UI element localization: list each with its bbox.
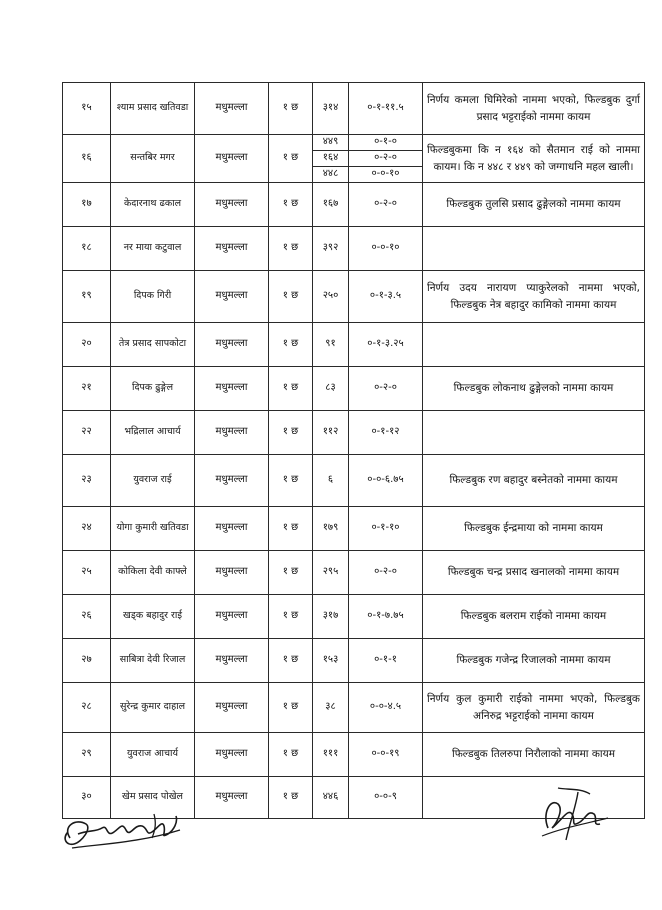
owner-name-cell: दिपक गिरी: [111, 271, 195, 323]
owner-name-cell: खेम प्रसाद पोखेल: [111, 777, 195, 819]
serial-number-cell: १५: [63, 83, 111, 135]
ward-cell: १ छ: [269, 411, 313, 455]
table-row: [63, 83, 645, 135]
serial-number-cell: ३०: [63, 777, 111, 819]
remark-cell: [423, 411, 645, 455]
kitta-number-cell: २९५: [313, 551, 349, 595]
place-cell: मधुमल्ला: [195, 271, 269, 323]
serial-number-cell: १६: [63, 135, 111, 183]
ward-cell: १ छ: [269, 367, 313, 411]
place-cell: मधुमल्ला: [195, 367, 269, 411]
remark-cell: निर्णय कमला घिमिरेको नाममा भएको, फिल्डबुक दुर्गा प्रसाद भट्टराईको नाममा कायम: [423, 83, 645, 135]
remark-cell: [423, 227, 645, 271]
kitta-number-cell: ९१: [313, 323, 349, 367]
kitta-number-cell: १७९: [313, 507, 349, 551]
ward-cell: १ छ: [269, 271, 313, 323]
ward-cell: १ छ: [269, 135, 313, 183]
area-cell: ०-२-०: [349, 551, 423, 595]
owner-name-cell: भद्रिलाल आचार्य: [111, 411, 195, 455]
table-row: [63, 507, 645, 551]
remark-cell: फिल्डबुक बलराम राईको नाममा कायम: [423, 595, 645, 639]
area-cell: ०-२-०: [349, 183, 423, 227]
kitta-number-cell: १५३: [313, 639, 349, 683]
ward-cell: १ छ: [269, 83, 313, 135]
table-row: [63, 227, 645, 271]
owner-name-cell: सुरेन्द्र कुमार दाहाल: [111, 683, 195, 733]
remark-cell: फिल्डबुक चन्द्र प्रसाद खनालको नाममा कायम: [423, 551, 645, 595]
owner-name-cell: योगा कुमारी खतिवडा: [111, 507, 195, 551]
owner-name-cell: तेत्र प्रसाद सापकोटा: [111, 323, 195, 367]
signature-right: [528, 784, 618, 846]
place-cell: मधुमल्ला: [195, 683, 269, 733]
area-cell: ०-०-१०: [349, 227, 423, 271]
place-cell: मधुमल्ला: [195, 777, 269, 819]
serial-number-cell: २७: [63, 639, 111, 683]
place-cell: मधुमल्ला: [195, 507, 269, 551]
table-row: [63, 411, 645, 455]
serial-number-cell: २९: [63, 733, 111, 777]
kitta-number-cell: ४४९: [313, 135, 349, 151]
area-cell: ०-१-७.७५: [349, 595, 423, 639]
place-cell: मधुमल्ला: [195, 227, 269, 271]
serial-number-cell: २६: [63, 595, 111, 639]
kitta-number-cell: १११: [313, 733, 349, 777]
land-record-table: [62, 82, 645, 819]
area-cell: ०-१-०: [349, 135, 423, 151]
kitta-number-cell: ३८: [313, 683, 349, 733]
area-cell: ०-०-१९: [349, 733, 423, 777]
kitta-number-cell: १६४: [313, 151, 349, 167]
table-body: [63, 83, 645, 819]
place-cell: मधुमल्ला: [195, 595, 269, 639]
kitta-number-cell: ८३: [313, 367, 349, 411]
owner-name-cell: दिपक ढुङ्गेल: [111, 367, 195, 411]
serial-number-cell: १७: [63, 183, 111, 227]
table-row: [63, 595, 645, 639]
serial-number-cell: १८: [63, 227, 111, 271]
area-cell: ०-१-१: [349, 639, 423, 683]
place-cell: मधुमल्ला: [195, 83, 269, 135]
remark-cell: [423, 323, 645, 367]
kitta-number-cell: ४४६: [313, 777, 349, 819]
ward-cell: १ छ: [269, 183, 313, 227]
area-cell: ०-२-०: [349, 367, 423, 411]
area-cell: ०-०-९: [349, 777, 423, 819]
remark-cell: फिल्डबुकमा कि न १६४ को सैतमान राई को नाममा कायम। कि न ४४८ र ४४९ को जग्गाधनि महल खाली।: [423, 135, 645, 183]
place-cell: मधुमल्ला: [195, 135, 269, 183]
owner-name-cell: युवराज राई: [111, 455, 195, 507]
table-row: [63, 455, 645, 507]
place-cell: मधुमल्ला: [195, 411, 269, 455]
remark-cell: फिल्डबुक ईन्द्रमाया को नाममा कायम: [423, 507, 645, 551]
kitta-number-cell: ३१७: [313, 595, 349, 639]
remark-cell: फिल्डबुक तुलसि प्रसाद ढुङ्गेलको नाममा कायम: [423, 183, 645, 227]
table-row: [63, 183, 645, 227]
kitta-number-cell: ११२: [313, 411, 349, 455]
ward-cell: १ छ: [269, 227, 313, 271]
remark-cell: फिल्डबुक गजेन्द्र रिजालको नाममा कायम: [423, 639, 645, 683]
area-cell: ०-१-११.५: [349, 83, 423, 135]
ward-cell: १ छ: [269, 683, 313, 733]
place-cell: मधुमल्ला: [195, 183, 269, 227]
serial-number-cell: २०: [63, 323, 111, 367]
area-cell: ०-१-३.५: [349, 271, 423, 323]
area-cell: ०-०-६.७५: [349, 455, 423, 507]
ward-cell: १ छ: [269, 595, 313, 639]
place-cell: मधुमल्ला: [195, 551, 269, 595]
serial-number-cell: २२: [63, 411, 111, 455]
place-cell: मधुमल्ला: [195, 323, 269, 367]
area-cell: ०-०-४.५: [349, 683, 423, 733]
owner-name-cell: कोकिला देवी काफ्ले: [111, 551, 195, 595]
kitta-number-cell: ६: [313, 455, 349, 507]
remark-cell: फिल्डबुक लोकनाथ ढुङ्गेलको नाममा कायम: [423, 367, 645, 411]
area-cell: ०-१-१०: [349, 507, 423, 551]
table-row: [63, 639, 645, 683]
table-row: [63, 367, 645, 411]
table-row: [63, 323, 645, 367]
serial-number-cell: २५: [63, 551, 111, 595]
table-row: [63, 271, 645, 323]
ward-cell: १ छ: [269, 507, 313, 551]
ward-cell: १ छ: [269, 733, 313, 777]
kitta-number-cell: ३९२: [313, 227, 349, 271]
owner-name-cell: सन्तबिर मगर: [111, 135, 195, 183]
ward-cell: १ छ: [269, 551, 313, 595]
owner-name-cell: खड्क बहादुर राई: [111, 595, 195, 639]
serial-number-cell: २३: [63, 455, 111, 507]
remark-cell: निर्णय उदय नारायण प्याकुरेलको नाममा भएको, फिल्डबुक नेत्र बहादुर कामिको नाममा कायम: [423, 271, 645, 323]
table-row: [63, 135, 645, 151]
table-row: [63, 683, 645, 733]
kitta-number-cell: ३१४: [313, 83, 349, 135]
place-cell: मधुमल्ला: [195, 455, 269, 507]
serial-number-cell: २४: [63, 507, 111, 551]
kitta-number-cell: १६७: [313, 183, 349, 227]
serial-number-cell: २१: [63, 367, 111, 411]
remark-cell: फिल्डबुक रण बहादुर बस्नेतको नाममा कायम: [423, 455, 645, 507]
owner-name-cell: केदारनाथ ढकाल: [111, 183, 195, 227]
remark-cell: फिल्डबुक तिलरुपा निरौलाको नाममा कायम: [423, 733, 645, 777]
ward-cell: १ छ: [269, 639, 313, 683]
owner-name-cell: श्याम प्रसाद खतिवडा: [111, 83, 195, 135]
area-cell: ०-२-०: [349, 151, 423, 167]
remark-cell: निर्णय कुल कुमारी राईको नाममा भएको, फिल्डबुक अनिरुद्र भट्टराईको नाममा कायम: [423, 683, 645, 733]
place-cell: मधुमल्ला: [195, 639, 269, 683]
area-cell: ०-१-३.२५: [349, 323, 423, 367]
owner-name-cell: युवराज आचार्य: [111, 733, 195, 777]
ward-cell: १ छ: [269, 777, 313, 819]
kitta-number-cell: २५०: [313, 271, 349, 323]
area-cell: ०-१-१२: [349, 411, 423, 455]
table-row: [63, 551, 645, 595]
table-row: [63, 733, 645, 777]
owner-name-cell: साबित्रा देवी रिजाल: [111, 639, 195, 683]
kitta-number-cell: ४४८: [313, 167, 349, 183]
serial-number-cell: १९: [63, 271, 111, 323]
area-cell: ०-०-१०: [349, 167, 423, 183]
place-cell: मधुमल्ला: [195, 733, 269, 777]
owner-name-cell: नर माया कटुवाल: [111, 227, 195, 271]
serial-number-cell: २८: [63, 683, 111, 733]
ward-cell: १ छ: [269, 323, 313, 367]
signature-left: [52, 808, 192, 856]
ward-cell: १ छ: [269, 455, 313, 507]
